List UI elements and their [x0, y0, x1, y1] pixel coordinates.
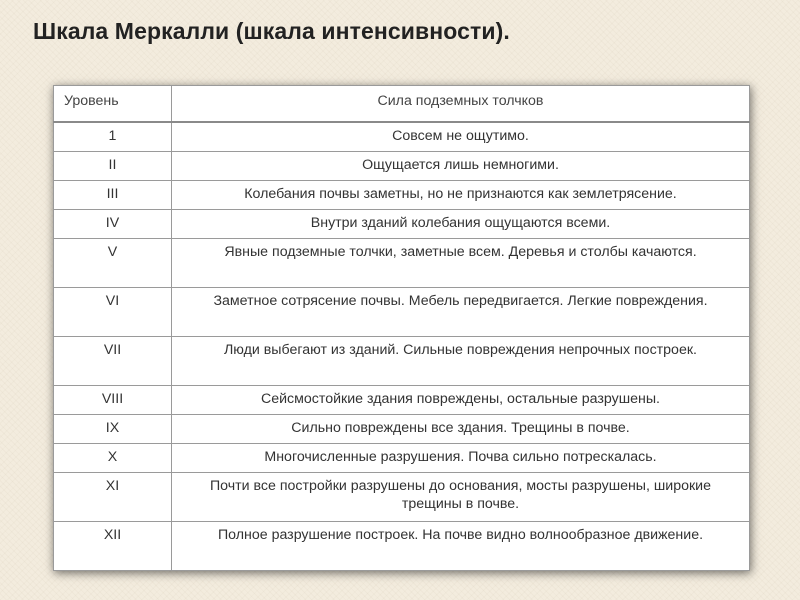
table-row	[54, 122, 750, 152]
description-cell: Заметное сотрясение почвы. Мебель передвигается. Легкие повреждения.	[172, 288, 750, 337]
level-cell: II	[54, 152, 172, 181]
table-row	[54, 473, 750, 522]
description-cell: Почти все постройки разрушены до основания, мосты разрушены, широкие трещины в почве.	[172, 473, 750, 522]
header-description: Сила подземных толчков	[172, 86, 750, 123]
level-cell: VI	[54, 288, 172, 337]
table-row	[54, 239, 750, 288]
description-cell: Внутри зданий колебания ощущаются всеми.	[172, 210, 750, 239]
level-cell: XI	[54, 473, 172, 522]
mercalli-scale-table	[53, 85, 750, 571]
description-cell: Явные подземные толчки, заметные всем. Деревья и столбы качаются.	[172, 239, 750, 288]
level-cell: IX	[54, 415, 172, 444]
table-row	[54, 152, 750, 181]
table-row	[54, 444, 750, 473]
level-cell: X	[54, 444, 172, 473]
description-cell: Совсем не ощутимо.	[172, 122, 750, 152]
description-cell: Многочисленные разрушения. Почва сильно потрескалась.	[172, 444, 750, 473]
table-row	[54, 386, 750, 415]
table-header-row	[54, 86, 750, 123]
description-cell: Люди выбегают из зданий. Сильные повреждения непрочных построек.	[172, 337, 750, 386]
description-cell: Сейсмостойкие здания повреждены, остальные разрушены.	[172, 386, 750, 415]
table-row	[54, 288, 750, 337]
level-cell: V	[54, 239, 172, 288]
level-cell: 1	[54, 122, 172, 152]
level-cell: XII	[54, 522, 172, 571]
table-row	[54, 210, 750, 239]
level-cell: III	[54, 181, 172, 210]
table-row	[54, 181, 750, 210]
header-level: Уровень	[54, 86, 172, 123]
description-cell: Ощущается лишь немногими.	[172, 152, 750, 181]
table-row	[54, 415, 750, 444]
description-cell: Полное разрушение построек. На почве видно волнообразное движение.	[172, 522, 750, 571]
level-cell: IV	[54, 210, 172, 239]
level-cell: VIII	[54, 386, 172, 415]
table-row	[54, 522, 750, 571]
mercalli-table-frame	[53, 85, 750, 571]
table-row	[54, 337, 750, 386]
description-cell: Колебания почвы заметны, но не признаются как землетрясение.	[172, 181, 750, 210]
description-cell: Сильно повреждены все здания. Трещины в почве.	[172, 415, 750, 444]
level-cell: VII	[54, 337, 172, 386]
slide-title: Шкала Меркалли (шкала интенсивности).	[33, 18, 510, 44]
